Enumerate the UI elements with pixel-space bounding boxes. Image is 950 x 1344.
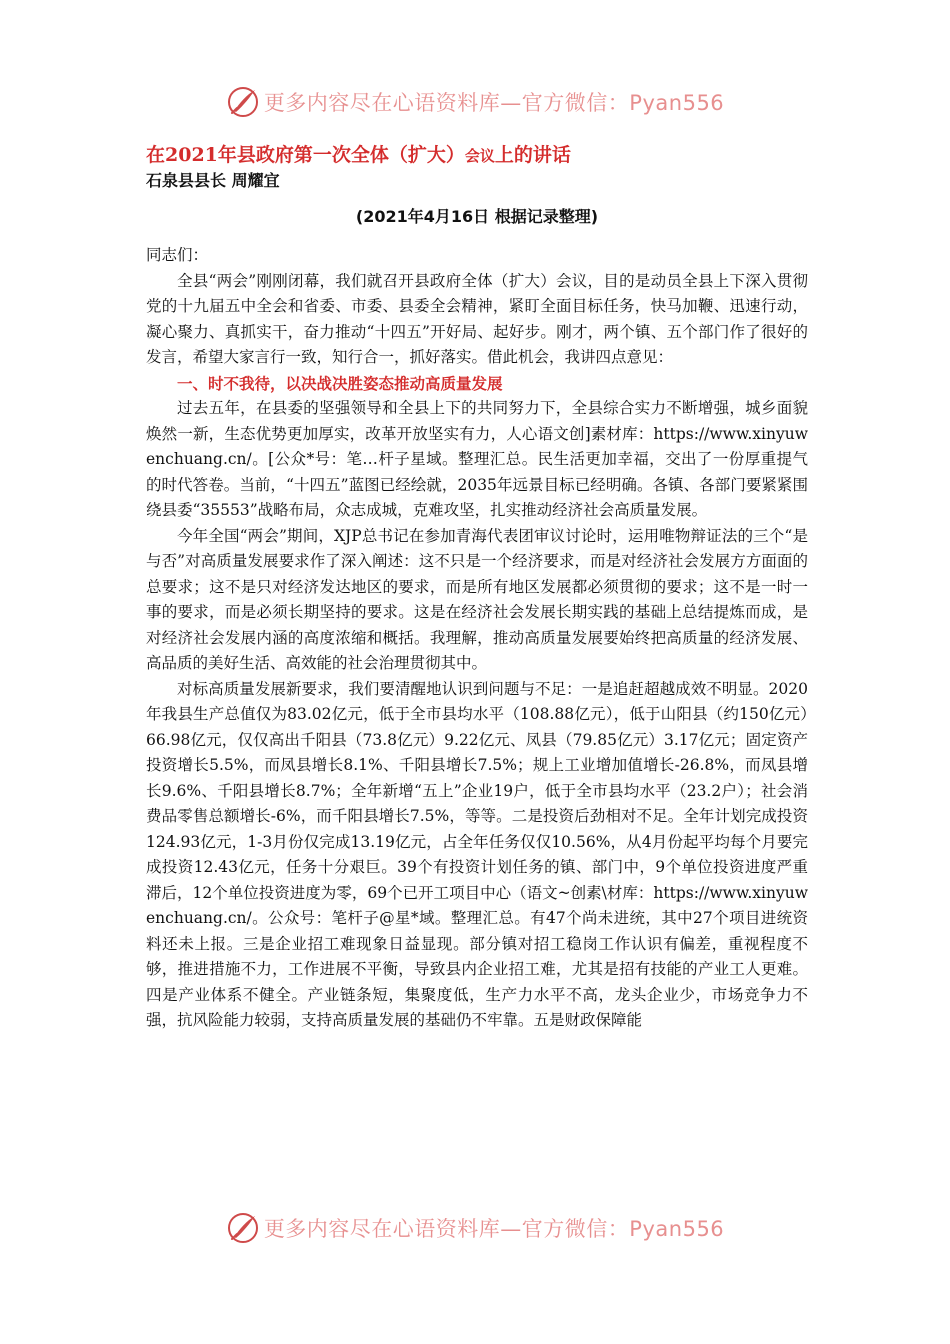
quill-logo-icon	[226, 85, 260, 119]
document-body	[146, 142, 808, 1034]
footer-banner	[0, 1208, 950, 1248]
section1-paragraph-2: 今年全国“两会”期间，XJP总书记在参加青海代表团审议讨论时，运用唯物辩证法的三个“是与否”对高质量发展要求作了深入阐述：这不只是一个经济要求，而是对经济社会发展方方面面的总要求；这不是只对经济发达地区的要求，而是所有地区发展都必须贯彻的要求；这不是一时一事的要求，而是必须长期坚持的要求。这是在经济社会发展长期实践的基础上总结提炼而成，是对经济社会发展内涵的高度浓缩和概括。我理解，推动高质量发展要始终把高质量的经济发展、高品质的美好生活、高效能的社会治理贯彻其中。	[146, 526, 808, 672]
header-banner	[0, 82, 950, 122]
section1-paragraph-1: 过去五年，在县委的坚强领导和全县上下的共同努力下，全县综合实力不断增强，城乡面貌焕然一新，生态优势更加厚实，改革开放坚实有力，人心语文创]素材库：https://www.xinyuwenchuang.cn/。[公众*号：笔…杆子星域。整理汇总。民生活更加幸福，交出了一份厚重提气的时代答卷。当前，“十四五”蓝图已经绘就，2035年远景目标已经明确。各镇、各部门要紧紧围绕县委“35553”战略布局，众志成城，克难攻坚，扎实推动经济社会高质量发展。	[146, 399, 808, 519]
banner-text: 更多内容尽在心语资料库—官方微信：Pyan556	[263, 1217, 725, 1241]
section1-paragraph-3: 对标高质量发展新要求，我们要清醒地认识到问题与不足：一是追赶超越成效不明显。2020年我县生产总值仅为83.02亿元，低于全市县均水平（108.88亿元），低于山阳县（约150亿元）66.98亿元，仅仅高出千阳县（73.8亿元）9.22亿元、凤县（79.85亿元）3.17亿元；固定资产投资增长5.5%，而凤县增长8.1%、千阳县增长7.5%；规上工业增加值增长-26.8%，而凤县增长9.6%、千阳县增长8.7%；全年新增“五上”企业19户，低于全市县均水平（23.2户）；社会消费品零售总额增长-6%，而千阳县增长7.5%，等等。二是投资后劲相对不足。全年计划完成投资124.93亿元，1-3月份仅完成13.19亿元，占全年任务仅仅10.56%，从4月份起平均每个月要完成投资12.43亿元，任务十分艰巨。39个有投资计划任务的镇、部门中，9个单位投资进度严重滞后，12个单位投资进度为零，69个已开工项目中心（语文~创素\材库：https://www.xinyuwenchuang.cn/。公众号：笔杆子@星*域。整理汇总。有47个尚未进统，其中27个项目进统资料还未上报。三是企业招工难现象日益显现。部分镇对招工稳岗工作认识有偏差，重视程度不够，推进措施不力，工作进展不平衡，导致县内企业招工难，尤其是招有技能的产业工人更难。四是产业体系不健全。产业链条短，集聚度低，生产力水平不高，龙头企业少，市场竞争力不强，抗风险能力较弱，支持高质量发展的基础仍不牢靠。五是财政保障能	[146, 679, 808, 1029]
banner-text: 更多内容尽在心语资料库—官方微信：Pyan556	[263, 91, 725, 115]
quill-logo-icon	[226, 1211, 260, 1245]
section1-heading: 一、时不我待，以决战决胜姿态推动高质量发展	[177, 373, 503, 393]
document-title	[146, 142, 808, 169]
document-date: (2021年4月16日 根据记录整理)	[355, 207, 599, 226]
document-author: 石泉县县长 周耀宜	[146, 171, 280, 190]
title-tail: 上的讲话	[494, 144, 571, 166]
title-main: 在2021年县政府第一次全体（扩大）	[146, 144, 465, 166]
title-small: 会议	[464, 147, 495, 165]
salutation: 同志们：	[146, 246, 209, 264]
intro-paragraph: 全县“两会”刚刚闭幕，我们就召开县政府全体（扩大）会议，目的是动员全县上下深入贯彻党的十九届五中全会和省委、市委、县委全会精神，紧盯全面目标任务，快马加鞭、迅速行动，凝心聚力、真抓实干，奋力推动“十四五”开好局、起好步。刚才，两个镇、五个部门作了很好的发言，希望大家言行一致，知行合一，抓好落实。借此机会，我讲四点意见：	[146, 271, 808, 366]
